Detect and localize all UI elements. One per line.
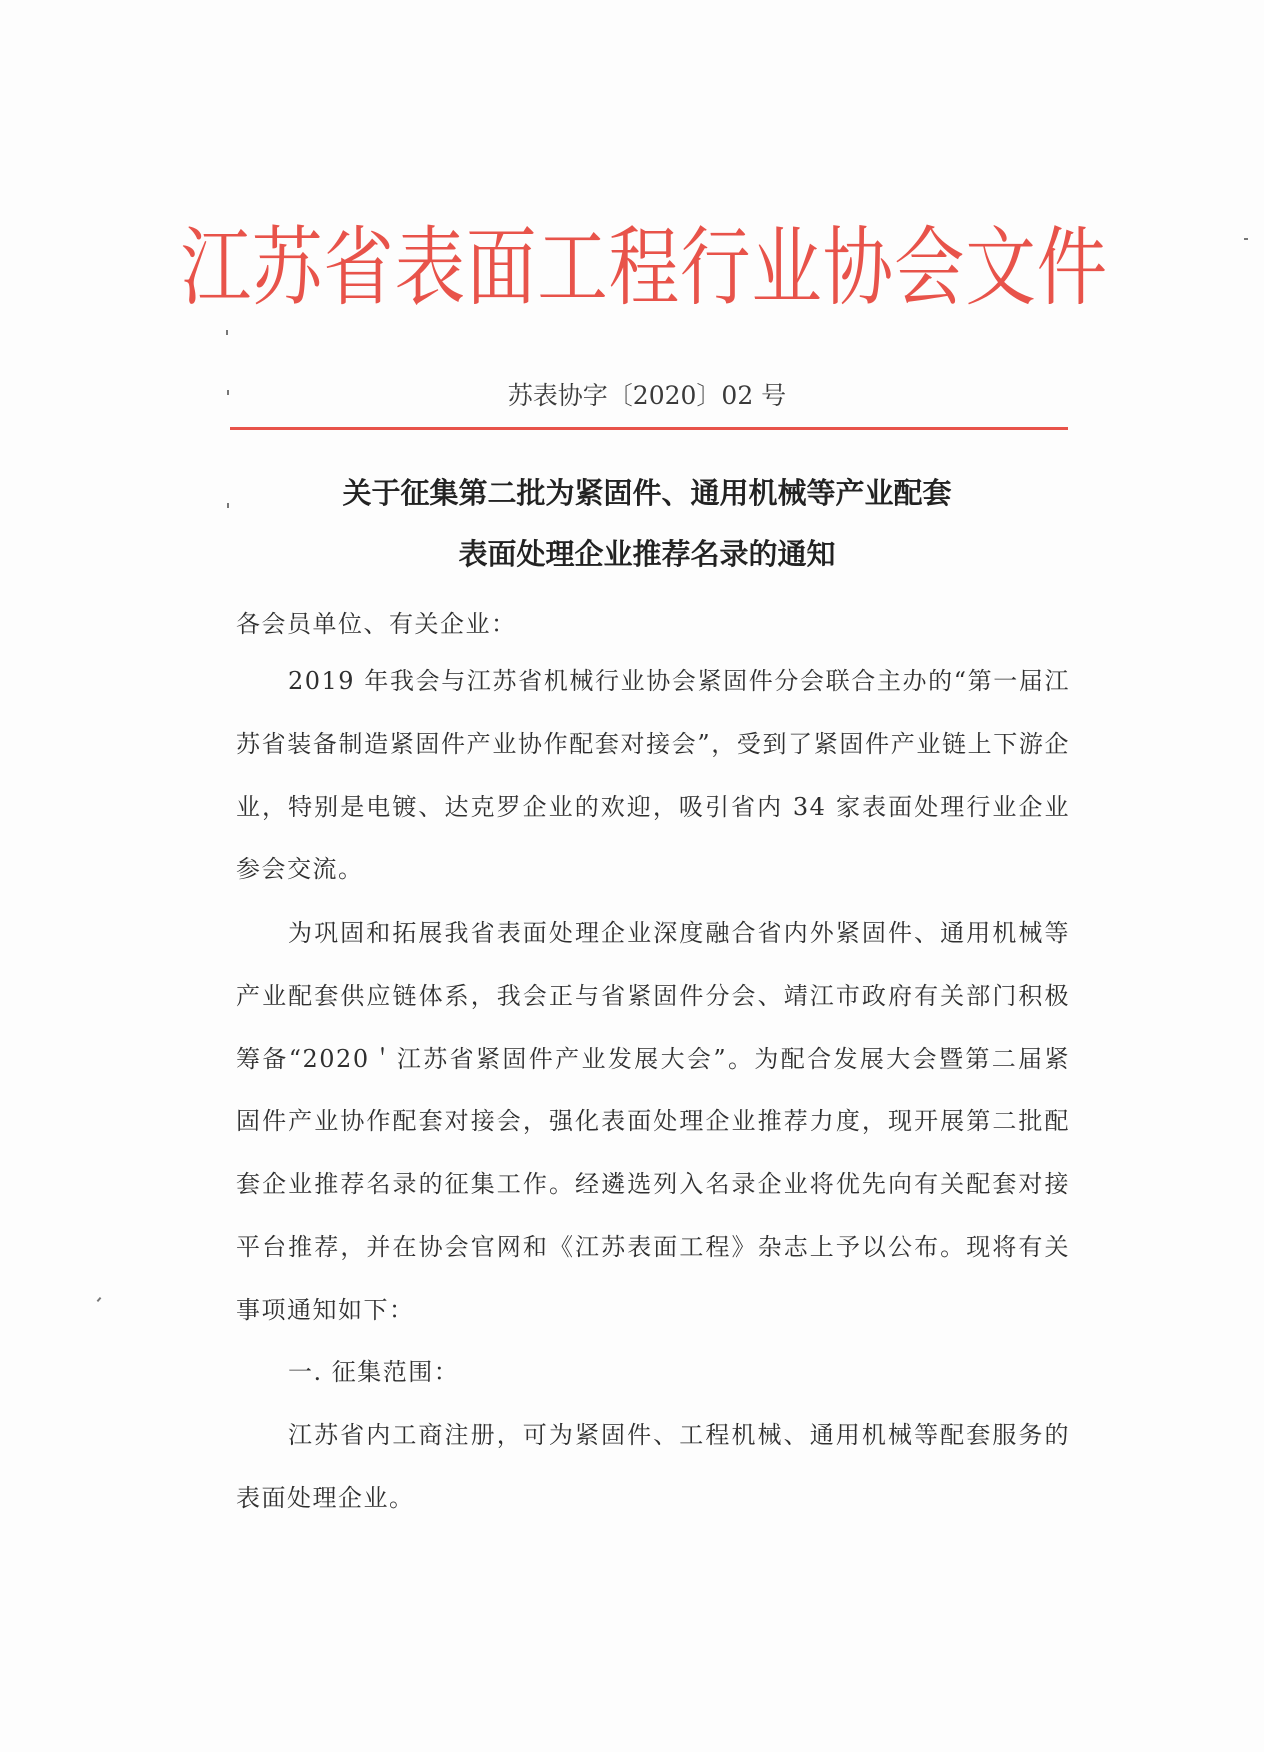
scan-speck (227, 390, 229, 395)
scan-speck (226, 330, 228, 335)
body-paragraph-2: 为巩固和拓展我省表面处理企业深度融合省内外紧固件、通用机械等产业配套供应链体系，我会正与省紧固件分会、靖江市政府有关部门积极筹备“2020＇江苏省紧固件产业发展大会”。为配合发展大会暨第二届紧固件产业协作配套对接会，强化表面处理企业推荐力度，现开展第二批配套企业推荐名录的征集工作。经遴选列入名录企业将优先向有关配套对接平台推荐，并在协会官网和《江苏表面工程》杂志上予以公布。现将有关事项通知如下： (236, 919, 1070, 1324)
body-paragraph-1: 2019 年我会与江苏省机械行业协会紧固件分会联合主办的“第一届江苏省装备制造紧固件产业协作配套对接会”，受到了紧固件产业链上下游企业，特别是电镀、达克罗企业的欢迎，吸引省内 34 家表面处理行业企业参会交流。 (236, 667, 1070, 884)
notice-title-line-2: 表面处理企业推荐名录的通知 (458, 537, 836, 571)
section-heading-scope: 一. 征集范围： (288, 1358, 460, 1386)
body-paragraph-3: 江苏省内工商注册，可为紧固件、工程机械、通用机械等配套服务的表面处理企业。 (236, 1421, 1070, 1512)
scan-speck (1244, 238, 1248, 240)
notice-title-line-1: 关于征集第二批为紧固件、通用机械等产业配套 (342, 476, 952, 510)
document-number: 苏表协字〔2020〕02 号 (507, 381, 787, 410)
scan-speck (97, 1297, 102, 1302)
header-divider (230, 427, 1068, 430)
salutation: 各会员单位、有关企业： (236, 610, 517, 638)
document-header-title: 江苏省表面工程行业协会文件 (180, 218, 1109, 318)
scan-speck (227, 503, 229, 508)
